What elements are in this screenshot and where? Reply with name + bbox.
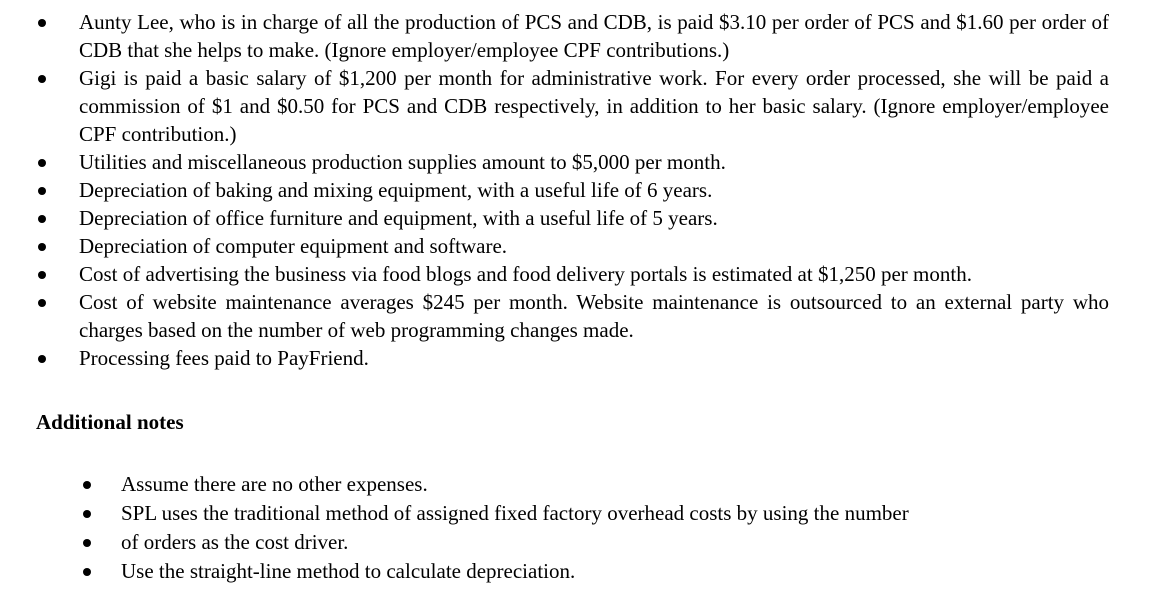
list-item-text: Cost of advertising the business via food blogs and food delivery portals is estimated at $1,250 per month. [79, 262, 972, 286]
list-item [79, 344, 1109, 372]
bullet-icon [38, 19, 46, 27]
list-item [79, 288, 1109, 344]
notes-list [121, 470, 1021, 586]
bullet-icon [38, 187, 46, 195]
bullet-icon [38, 159, 46, 167]
bullet-icon [83, 481, 91, 489]
list-item [79, 260, 1109, 288]
bullet-icon [38, 271, 46, 279]
list-item-text: Use the straight-line method to calculate depreciation. [121, 559, 576, 583]
bullet-icon [83, 510, 91, 518]
list-item [121, 470, 1021, 498]
expense-list [79, 8, 1109, 372]
bullet-icon [38, 355, 46, 363]
list-item-text: Assume there are no other expenses. [121, 472, 428, 496]
bullet-icon [38, 75, 46, 83]
list-item [121, 499, 1021, 527]
list-item [79, 204, 1109, 232]
list-item-text: of orders as the cost driver. [121, 530, 349, 554]
list-item [121, 557, 1021, 585]
list-item [121, 528, 1021, 556]
list-item-text: Utilities and miscellaneous production supplies amount to $5,000 per month. [79, 150, 726, 174]
bullet-icon [38, 299, 46, 307]
list-item-text: Depreciation of computer equipment and software. [79, 234, 508, 258]
list-item-text: Processing fees paid to PayFriend. [79, 346, 369, 370]
bullet-icon [83, 539, 91, 547]
bullet-icon [38, 243, 46, 251]
list-item [79, 64, 1109, 148]
list-item-text: Aunty Lee, who is in charge of all the production of PCS and CDB, is paid $3.10 per order of PCS and $1.60 per order of CDB that she helps to make. (Ignore employer/employee CPF contributions.) [79, 10, 1109, 62]
list-item [79, 176, 1109, 204]
list-item [79, 232, 1109, 260]
bullet-icon [38, 215, 46, 223]
list-item [79, 148, 1109, 176]
list-item-text: Cost of website maintenance averages $245 per month. Website maintenance is outsourced to an external party who charges based on the number of web programming changes made. [79, 290, 1109, 342]
bullet-icon [83, 568, 91, 576]
list-item-text: SPL uses the traditional method of assigned fixed factory overhead costs by using the number [121, 501, 909, 525]
list-item-text: Depreciation of baking and mixing equipment, with a useful life of 6 years. [79, 178, 713, 202]
list-item-text: Depreciation of office furniture and equipment, with a useful life of 5 years. [79, 206, 718, 230]
section-heading: Additional notes [36, 410, 184, 434]
list-item [79, 8, 1109, 64]
list-item-text: Gigi is paid a basic salary of $1,200 per month for administrative work. For every order processed, she will be paid a commission of $1 and $0.50 for PCS and CDB respectively, in addition to her basic salary. (Ignore employer/employee CPF contribution.) [79, 66, 1109, 146]
